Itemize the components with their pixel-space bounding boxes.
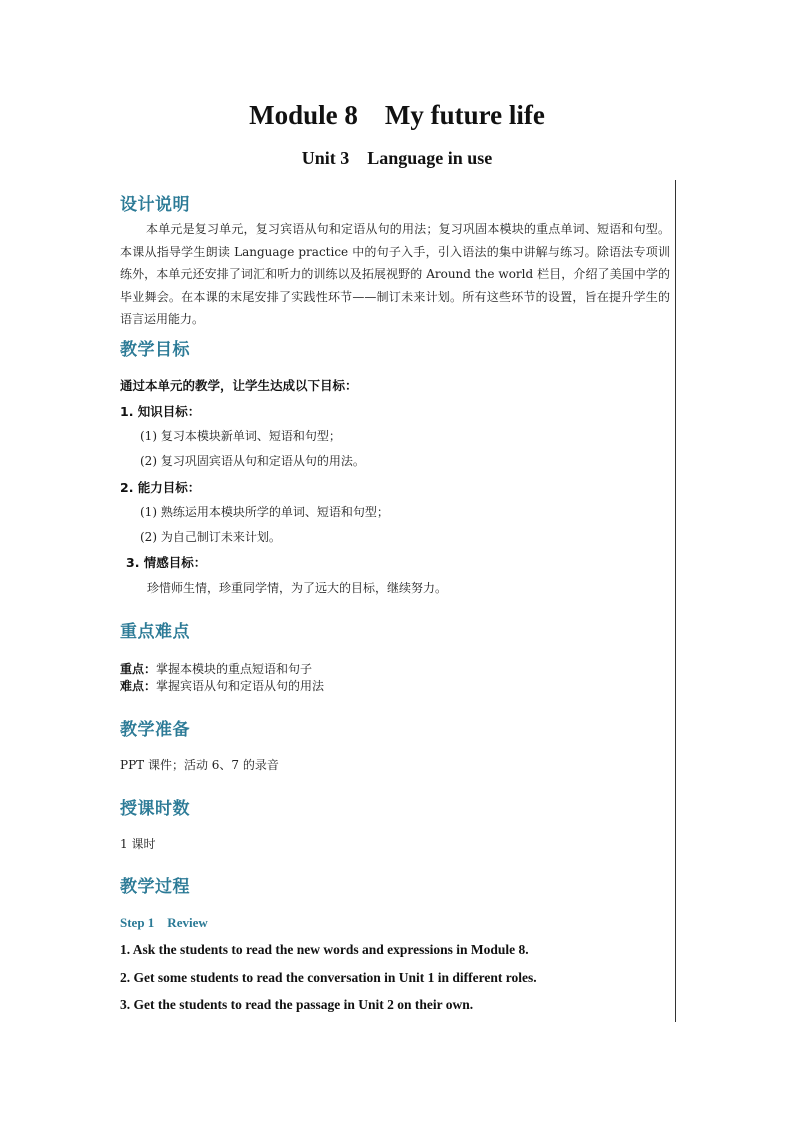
key-points-heading: 重点难点: [120, 622, 190, 642]
key-point-line: [120, 660, 312, 677]
page-title: Module 8 My future life: [249, 100, 545, 130]
design-heading: 设计说明: [120, 195, 190, 215]
difficult-point-text: 掌握宾语从句和定语从句的用法: [156, 679, 325, 693]
emotion-goal-text: 珍惜师生情，珍重同学情，为了远大的目标，继续努力。: [147, 581, 448, 595]
knowledge-goal-title: 1. 知识目标：: [120, 404, 201, 419]
ability-goal-item: (2) 为自己制订未来计划。: [140, 530, 281, 544]
step-1-title: Step 1 Review: [120, 915, 208, 930]
ability-goal-title: 2. 能力目标：: [120, 480, 201, 495]
process-item: 1. Ask the students to read the new words and expressions in Module 8.: [120, 942, 529, 957]
preparation-heading: 教学准备: [120, 720, 190, 740]
difficult-point-line: [120, 677, 324, 694]
unit-title: Unit 3 Language in use: [301, 148, 493, 168]
knowledge-goal-item: (1) 复习本模块新单词、短语和句型；: [140, 429, 341, 443]
key-point-label: 重点：: [120, 662, 157, 676]
goals-intro: 通过本单元的教学，让学生达成以下目标：: [120, 378, 358, 393]
process-item: 3. Get the students to read the passage in Unit 2 on their own.: [120, 997, 474, 1012]
process-heading: 教学过程: [120, 877, 190, 897]
preparation-text: PPT 课件；活动 6、7 的录音: [120, 758, 279, 772]
key-point-text: 掌握本模块的重点短语和句子: [156, 662, 313, 676]
knowledge-goal-item: (2) 复习巩固宾语从句和定语从句的用法。: [140, 454, 365, 468]
goals-heading: 教学目标: [120, 340, 190, 360]
hours-heading: 授课时数: [120, 799, 190, 819]
design-paragraph: 本单元是复习单元，复习宾语从句和定语从句的用法；复习巩固本模块的重点单词、短语和句型。本课从指导学生朗读 Language practice 中的句子入手，引入语法的集中讲解与练习。除语法专项训练外，本单元还安排了词汇和听力的训练以及拓展视野的 Around the world 栏目，介绍了美国中学的毕业舞会。在本课的末尾安排了实践性环节——制订未来计划。所有这些环节的设置，旨在提升学生的语言运用能力。: [120, 222, 670, 326]
hours-text: 1 课时: [120, 837, 156, 851]
vertical-rule: [675, 180, 676, 1022]
difficult-point-label: 难点：: [120, 679, 157, 693]
process-item: 2. Get some students to read the conversation in Unit 1 in different roles.: [120, 970, 537, 985]
ability-goal-item: (1) 熟练运用本模块所学的单词、短语和句型；: [140, 505, 389, 519]
emotion-goal-title: 3. 情感目标：: [126, 555, 207, 570]
